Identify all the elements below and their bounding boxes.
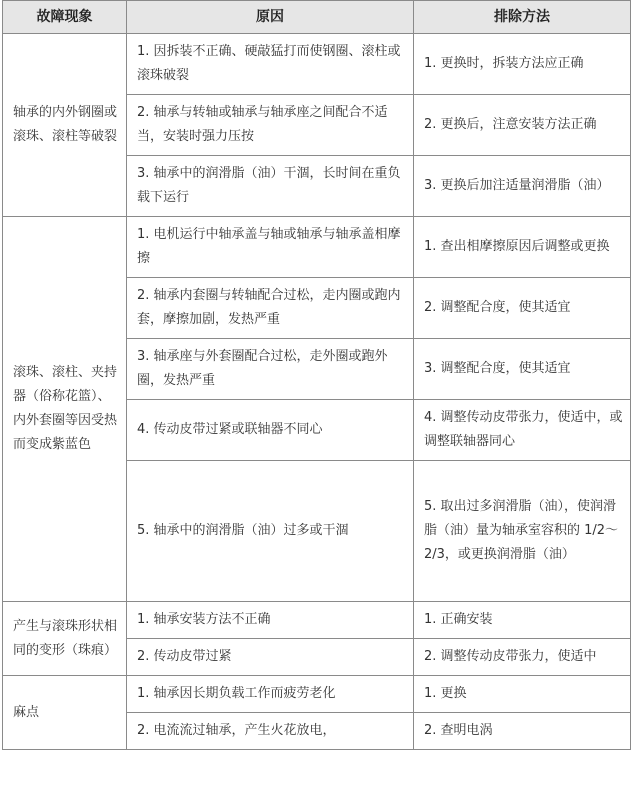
table-header-row [3,1,631,34]
remedy-cell: 2. 查明电涡 [414,713,631,750]
symptom-cell: 麻点 [3,676,127,750]
cause-cell: 5. 轴承中的润滑脂（油）过多或干涸 [127,461,414,602]
cause-cell: 2. 轴承与转轴或轴承与轴承座之间配合不适当，安装时强力压按 [127,95,414,156]
remedy-cell: 3. 调整配合度，使其适宜 [414,339,631,400]
table-row [3,602,631,639]
remedy-cell: 1. 查出相摩擦原因后调整或更换 [414,217,631,278]
header-cause: 原因 [127,1,414,34]
remedy-cell: 5. 取出过多润滑脂（油），使润滑脂（油）量为轴承室容积的 1/2～2/3，或更换润滑脂（油） [414,461,631,602]
cause-cell: 2. 轴承内套圈与转轴配合过松，走内圈或跑内套，摩擦加剧，发热严重 [127,278,414,339]
cause-cell: 1. 电机运行中轴承盖与轴或轴承与轴承盖相摩擦 [127,217,414,278]
remedy-cell: 2. 调整配合度，使其适宜 [414,278,631,339]
remedy-cell: 1. 更换时，拆装方法应正确 [414,34,631,95]
remedy-cell: 1. 更换 [414,676,631,713]
remedy-cell: 4. 调整传动皮带张力，使适中，或调整联轴器同心 [414,400,631,461]
symptom-cell: 轴承的内外钢圈或滚珠、滚柱等破裂 [3,34,127,217]
fault-table [2,0,631,750]
table-row [3,217,631,278]
remedy-cell: 2. 更换后，注意安装方法正确 [414,95,631,156]
header-symptom: 故障现象 [3,1,127,34]
remedy-cell: 3. 更换后加注适量润滑脂（油） [414,156,631,217]
table-row [3,676,631,713]
symptom-cell: 滚珠、滚柱、夹持器（俗称花篮）、内外套圈等因受热而变成紫蓝色 [3,217,127,602]
symptom-cell: 产生与滚珠形状相同的变形（珠痕） [3,602,127,676]
table-row [3,34,631,95]
cause-cell: 1. 轴承因长期负载工作而疲劳老化 [127,676,414,713]
cause-cell: 2. 电流流过轴承，产生火花放电， [127,713,414,750]
cause-cell: 3. 轴承座与外套圈配合过松，走外圈或跑外圈，发热严重 [127,339,414,400]
cause-cell: 2. 传动皮带过紧 [127,639,414,676]
cause-cell: 1. 轴承安装方法不正确 [127,602,414,639]
remedy-cell: 2. 调整传动皮带张力，使适中 [414,639,631,676]
cause-cell: 4. 传动皮带过紧或联轴器不同心 [127,400,414,461]
cause-cell: 3. 轴承中的润滑脂（油）干涸，长时间在重负载下运行 [127,156,414,217]
cause-cell: 1. 因拆装不正确、硬敲猛打而使钢圈、滚柱或滚珠破裂 [127,34,414,95]
header-remedy: 排除方法 [414,1,631,34]
remedy-cell: 1. 正确安装 [414,602,631,639]
